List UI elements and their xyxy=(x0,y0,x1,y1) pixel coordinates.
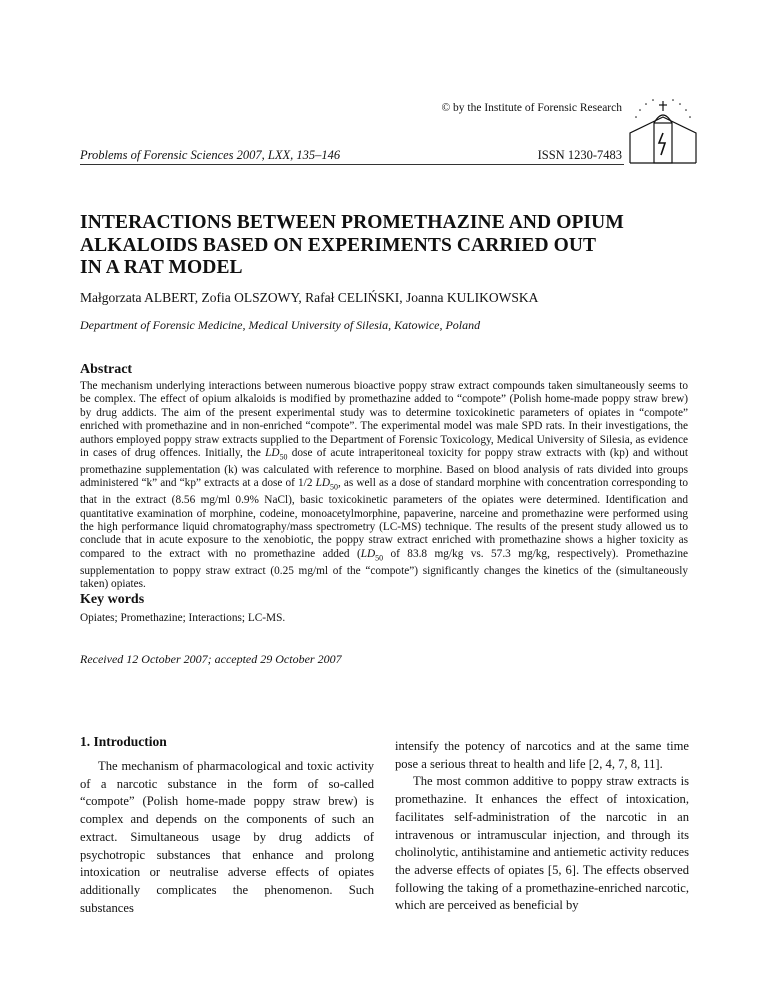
issn: ISSN 1230-7483 xyxy=(537,148,622,162)
title-line: ALKALOIDS BASED ON EXPERIMENTS CARRIED OUT xyxy=(80,234,597,256)
paper-title xyxy=(80,212,680,280)
body-paragraph: The most common additive to poppy straw extracts is promethazine. It enhances the effect of intoxication, facilitates self-administration of the narcotic in an intravenous or intramuscular injection, and through its cholinolytic, antihistamine and antiemetic activity reduces the adverse effects of opiates [5, 6]. The effects observed following the taking of a promethazine-enriched narcotic, which are perceived as beneficial by xyxy=(395,774,689,913)
abstract-heading: Abstract xyxy=(80,362,133,377)
body-paragraph: intensify the potency of narcotics and at the same time pose a serious threat to health and life [2, 4, 7, 8, 11]. xyxy=(395,739,689,771)
title-line: INTERACTIONS BETWEEN PROMETHAZINE AND OPIUM xyxy=(80,212,624,233)
keywords-heading: Key words xyxy=(80,592,145,607)
title-line: IN A RAT MODEL xyxy=(80,257,243,278)
affiliation: Department of Forensic Medicine, Medical University of Silesia, Katowice, Poland xyxy=(80,318,481,332)
received-dates: Received 12 October 2007; accepted 29 October 2007 xyxy=(80,652,342,666)
section-heading: 1. Introduction xyxy=(80,734,167,749)
body-right-column xyxy=(395,738,689,915)
body-left-column: The mechanism of pharmacological and toxic activity of a narcotic substance in the form of so-called “compote” (Polish home-made poppy straw brew) is complex and depends on the components of such an extract. Simultaneous usage by drug addicts of psychotropic substances that enhance and prolong intoxication or neutralise adverse effects of opiates additionally complicates the phenomenon. Such substances xyxy=(80,759,374,915)
institute-logo-icon xyxy=(624,93,702,165)
copyright-notice: © by the Institute of Forensic Research xyxy=(441,102,622,114)
abstract-text: The mechanism underlying interactions between numerous bioactive poppy straw extract compounds taken simultaneously seems to be complex. The effect of opium alkaloids is modified by promethazine added to “compote” (Polish home-made poppy straw brew) by drug addicts. The aim of the present experimental study was to determine toxicokinetic parameters of opiates in “compote” enriched with promethazine and in non-enriched “compote”. The experimental model was male SPD rats. In their investigations, the authors employed poppy straw extracts supplied to the Department of Forensic Toxicology, Medical University of Silesia, as evidence in cases of drug offences. Initially, the $LD_{50}$ dose of acute intraperitoneal toxicity for poppy straw extracts with (kp) and without promethazine supplementation (k) was calculated with reference to morphine. Based on blood analysis of rats divided into groups administered “k” and “kp” extracts at a dose of 1/2 $LD_{50}$, as well as a dose of standard morphine with concentration corresponding to that in the extract (8.56 mg/ml 0.9% NaCl), basic toxicokinetic parameters of the opiates were determined. Identification and quantitative examination of morphine, codeine, monoacetylmorphine, papaverine, narceine and promethazine were performed using the high performance liquid chromatography/mass spectrometry (LC-MS) technique. The results of the present study allowed us to conclude that in acute exposure to the xenobiotic, the poppy straw extract enriched with promethazine shows a higher toxicity as compared to the extract with no promethazine added ($LD_{50}$ of 83.8 mg/kg vs. 57.3 mg/kg, respectively). Promethazine supplementation to poppy straw extract (0.25 mg/ml of the “compote”) significantly changes the kinetics of the (simultaneously taken) opiates. xyxy=(80,380,689,591)
journal-citation: Problems of Forensic Sciences 2007, LXX, 135–146 xyxy=(80,148,341,162)
header-divider xyxy=(80,164,624,165)
keywords-text: Opiates; Promethazine; Interactions; LC-MS. xyxy=(80,612,286,624)
authors: Małgorzata ALBERT, Zofia OLSZOWY, Rafał CELIŃSKI, Joanna KULIKOWSKA xyxy=(80,290,539,305)
